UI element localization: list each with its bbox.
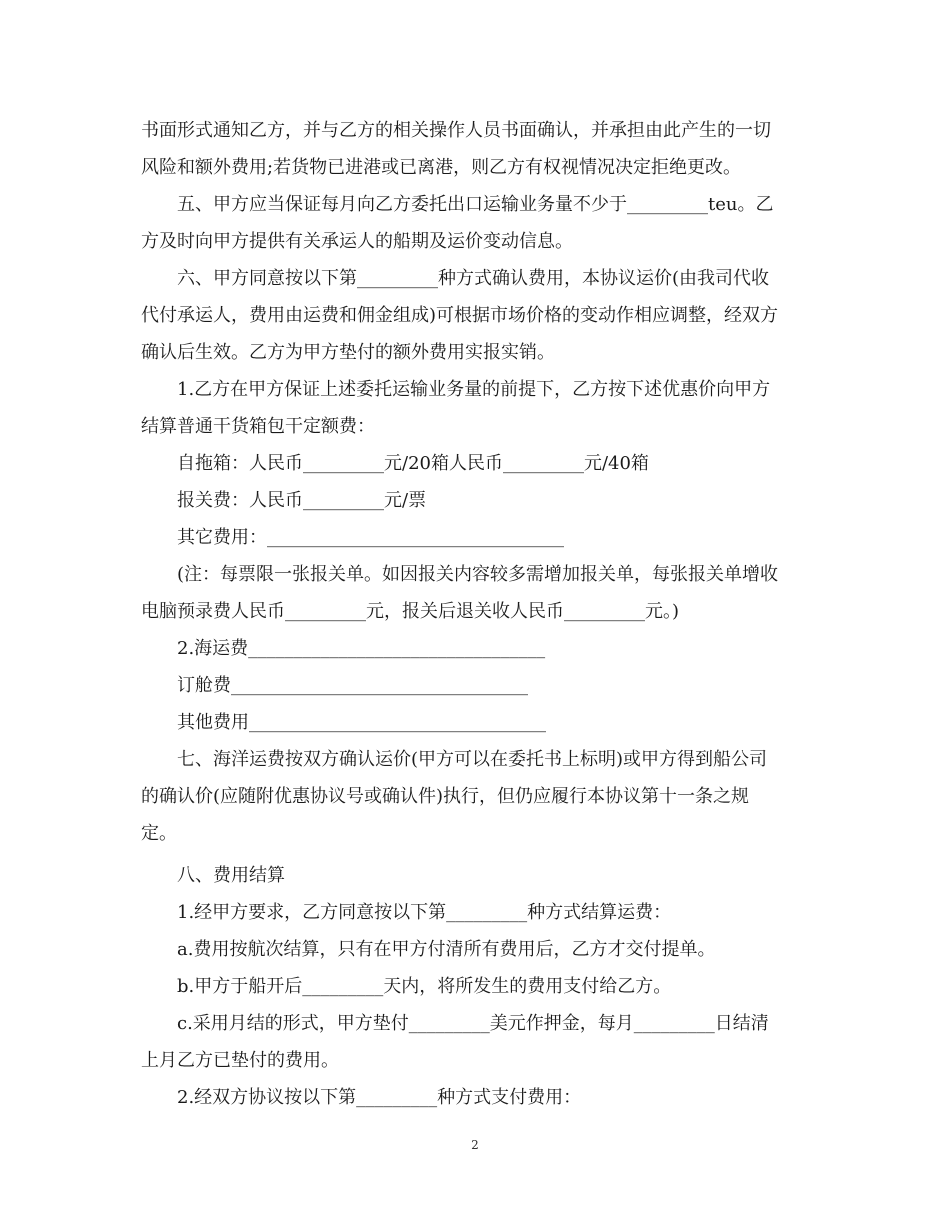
clause-7: 七、海洋运费按双方确认运价(甲方可以在委托书上标明)或甲方得到船公司 (177, 749, 768, 770)
option-a: a.费用按航次结算，只有在甲方付清所有费用后，乙方才交付提单。 (177, 939, 716, 960)
option-c: c.采用月结的形式，甲方垫付_________美元作押金，每月_________日结清 (177, 1013, 769, 1034)
item-8-1: 1.经甲方要求，乙方同意按以下第_________种方式结算运费： (177, 902, 672, 923)
page-number: 2 (471, 1138, 479, 1152)
text-line: 上月乙方已垫付的费用。 (141, 1050, 339, 1071)
note: (注：每票限一张报关单。如因报关内容较多需增加报关单，每张报关单增收 (177, 564, 779, 585)
fee-container-self-haul: 自拖箱：人民币_________元/20箱人民币_________元/40箱 (177, 453, 649, 474)
item-6-1: 1.乙方在甲方保证上述委托运输业务量的前提下，乙方按下述优惠价向甲方 (177, 379, 771, 400)
text-line: 电脑预录费人民币_________元，报关后退关收人民币_________元。) (141, 601, 680, 622)
fee-booking: 订舱费_________________________________ (177, 675, 528, 696)
clause-5: 五、甲方应当保证每月向乙方委托出口运输业务量不少于_________teu。乙 (177, 194, 774, 215)
clause-8-heading: 八、费用结算 (177, 865, 285, 886)
text-line: 风险和额外费用;若货物已进港或已离港，则乙方有权视情况决定拒绝更改。 (141, 157, 742, 178)
text-line: 方及时向甲方提供有关承运人的船期及运价变动信息。 (141, 231, 573, 252)
clause-6: 六、甲方同意按以下第_________种方式确认费用，本协议运价(由我司代收 (177, 268, 770, 289)
fee-ocean-freight: 2.海运费_________________________________ (177, 638, 546, 659)
fee-customs-declaration: 报关费：人民币_________元/票 (177, 490, 427, 511)
text-line: 定。 (141, 823, 177, 844)
text-line: 结算普通干货箱包干定额费： (141, 416, 375, 437)
fee-other: 其它费用：_________________________________ (177, 527, 564, 548)
fee-misc: 其他费用_________________________________ (177, 712, 546, 733)
text-line: 代付承运人，费用由运费和佣金组成)可根据市场价格的变动作相应调整，经双方 (141, 305, 779, 326)
option-b: b.甲方于船开后_________天内，将所发生的费用支付给乙方。 (177, 976, 672, 997)
text-line: 的确认价(应随附优惠协议号或确认件)执行，但仍应履行本协议第十一条之规 (141, 786, 750, 807)
item-8-2: 2.经双方协议按以下第_________种方式支付费用： (177, 1087, 582, 1108)
text-line: 确认后生效。乙方为甲方垫付的额外费用实报实销。 (141, 342, 555, 363)
text-line: 书面形式通知乙方，并与乙方的相关操作人员书面确认，并承担由此产生的一切 (141, 120, 771, 141)
document-body (141, 112, 813, 1116)
